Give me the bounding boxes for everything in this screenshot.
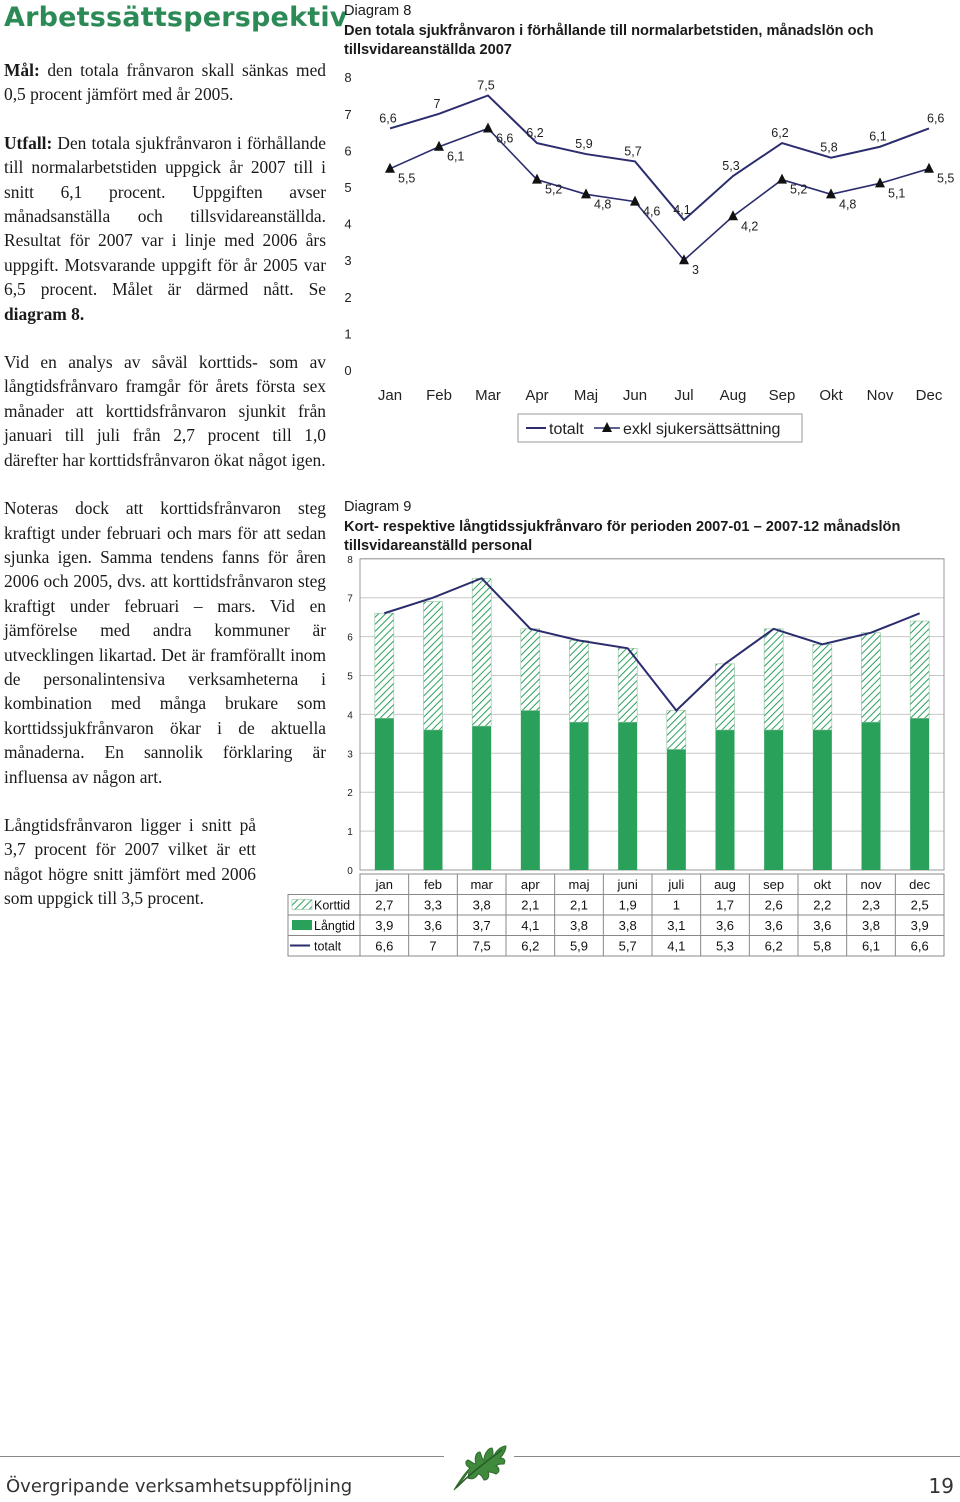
- y-tick-label: 4: [347, 710, 353, 722]
- data-label-totalt: 4,1: [673, 202, 691, 217]
- table-cell: 2,2: [813, 897, 832, 913]
- table-cell: 5,3: [715, 938, 735, 954]
- y-tick-label: 0: [347, 866, 353, 877]
- x-tick-label: Dec: [915, 387, 943, 404]
- x-tick-label: Maj: [573, 387, 599, 404]
- data-label-exkl: 5,5: [398, 171, 416, 186]
- bar-langtid: [862, 722, 881, 870]
- data-label-exkl: 4,2: [741, 219, 759, 234]
- data-label-exkl: 5,2: [545, 182, 563, 197]
- x-tick-label: juni: [617, 877, 638, 892]
- bar-langtid: [472, 726, 491, 870]
- y-tick-label: 3: [344, 253, 352, 269]
- y-tick-label: 6: [344, 143, 352, 159]
- table-cell: 6,1: [861, 938, 881, 954]
- table-cell: 1: [672, 897, 680, 913]
- table-cell: 2,1: [569, 897, 589, 913]
- data-label-totalt: 6,1: [869, 129, 887, 144]
- x-tick-label: Sep: [768, 387, 796, 404]
- table-cell: 2,3: [861, 897, 881, 913]
- y-tick-label: 2: [344, 289, 352, 305]
- x-tick-label: dec: [909, 877, 931, 892]
- short-term-paragraph: Vid en analys av såväl korttids- som av långtidsfrånvaro framgår för årets första sex månader att korttidsfrånvaron sjunkit från januari till juli från 2,7 procent till 1,0 därefter har korttidsfrånvaron ökat något igen.: [4, 352, 326, 470]
- bar-langtid: [424, 730, 443, 870]
- x-tick-label: mar: [470, 877, 493, 892]
- footer-rule-left: [0, 1456, 444, 1457]
- x-tick-label: Aug: [719, 387, 747, 404]
- bar-korttid: [667, 711, 686, 750]
- data-label-totalt: 7: [433, 96, 441, 111]
- data-label-totalt: 6,6: [379, 111, 397, 126]
- y-tick-label: 3: [347, 749, 353, 761]
- data-label-totalt: 6,2: [771, 126, 789, 141]
- x-tick-label: apr: [520, 877, 540, 892]
- table-row-label-totalt: totalt: [314, 939, 342, 954]
- bar-korttid: [910, 621, 929, 718]
- bar-korttid: [375, 613, 394, 718]
- diagram-9-caption: [344, 498, 956, 557]
- table-cell: 2,5: [910, 897, 929, 913]
- x-tick-label: jan: [375, 877, 394, 892]
- data-label-exkl: 5,2: [790, 182, 808, 197]
- legend-label-exkl: exkl sjukersättsättning: [623, 421, 781, 438]
- y-tick-label: 0: [344, 363, 352, 378]
- table-cell: 6,6: [910, 938, 929, 954]
- goal-paragraph: [4, 58, 326, 107]
- outcome-label: Utfall:: [4, 132, 53, 153]
- table-cell: 3,8: [861, 918, 881, 933]
- outcome-paragraph: [4, 131, 326, 326]
- table-cell: 3,8: [618, 918, 637, 933]
- table-cell: 7,5: [472, 938, 491, 954]
- x-tick-label: Nov: [866, 387, 894, 404]
- data-label-exkl: 4,6: [643, 204, 661, 219]
- table-row-label-korttid: Korttid: [314, 898, 351, 913]
- bar-langtid: [813, 730, 832, 870]
- table-cell: 3,8: [569, 918, 589, 933]
- bar-korttid: [618, 648, 637, 722]
- diagram-8-line-chart: [336, 62, 960, 452]
- table-cell: 5,7: [618, 938, 637, 954]
- bar-korttid: [570, 640, 589, 722]
- table-cell: 4,1: [521, 918, 540, 933]
- goal-label: Mål:: [4, 60, 40, 80]
- bar-langtid: [521, 711, 540, 870]
- marker-exkl: [924, 163, 934, 173]
- table-cell: 3,9: [375, 918, 394, 933]
- diagram-reference: diagram 8.: [4, 303, 85, 324]
- diagram-8-title: Den totala sjukfrånvaron i förhållande till normalarbetstiden, månadslön och tillsvidareanställda 2007: [344, 22, 874, 58]
- data-label-exkl: 5,5: [937, 171, 955, 186]
- bar-korttid: [813, 644, 832, 730]
- y-tick-label: 4: [344, 216, 352, 232]
- data-label-exkl: 6,1: [447, 149, 465, 164]
- marker-exkl: [777, 174, 787, 184]
- table-cell: 3,8: [472, 897, 491, 913]
- marker-exkl: [728, 210, 738, 220]
- y-tick-label: 8: [344, 70, 352, 86]
- data-label-totalt: 6,6: [927, 111, 945, 126]
- bar-langtid: [910, 718, 929, 870]
- diagram-9-title: Kort- respektive långtidssjukfrånvaro för perioden 2007-01 – 2007-12 månadslön tillsvidareanställd personal: [344, 518, 901, 554]
- goal-text: den totala frånvaron skall sänkas med 0,5 procent jämfört med år 2005.: [4, 60, 326, 105]
- long-term-paragraph: Långtidsfrånvaron ligger i snitt på 3,7 procent för 2007 vilket är ett något högre snitt jämfört med 2006 som uppgick till 3,5 procent.: [4, 814, 256, 909]
- x-tick-label: Apr: [525, 387, 549, 404]
- data-label-exkl: 3: [692, 263, 699, 278]
- data-label-totalt: 7,5: [477, 78, 495, 93]
- diagram-9-bar-chart: [284, 552, 956, 962]
- data-label-exkl: 4,8: [839, 197, 857, 212]
- footer-rule-right: [514, 1456, 960, 1457]
- table-cell: 2,7: [375, 897, 394, 913]
- data-label-exkl: 5,1: [888, 186, 906, 201]
- legend-swatch-langtid: [292, 920, 312, 930]
- x-tick-label: sep: [763, 877, 785, 892]
- x-tick-label: Feb: [426, 387, 452, 404]
- legend-label-totalt: totalt: [549, 421, 584, 438]
- table-cell: 1,7: [715, 897, 735, 913]
- bar-korttid: [764, 629, 783, 730]
- seasonal-paragraph: Noteras dock att korttidsfrånvaron steg kraftigt under februari och mars för att sedan sjunka igen. Samma tendens fanns för åren 2006 och 2005, dvs. att korttidsfrånvaron steg kraftigt under februari – mars. Vid en jämförelse med andra kommuner är utvecklingen likartad. Det är framförallt inom de personalintensiva verksamheterna i kombination med många brukare som korttidssjukfrånvaron ökar i de aktuella månaderna. En sannolik förklaring är influensa av någon art.: [4, 498, 326, 787]
- diagram-8-caption: [344, 2, 956, 61]
- legend-swatch-korttid: [292, 900, 312, 910]
- table-cell: 6,2: [764, 938, 783, 954]
- bar-korttid: [862, 633, 881, 722]
- x-tick-label: juli: [668, 877, 685, 892]
- x-tick-label: Jan: [377, 387, 403, 404]
- bar-korttid: [424, 602, 443, 730]
- data-label-totalt: 5,8: [820, 140, 838, 155]
- data-label-exkl: 4,8: [594, 197, 612, 212]
- table-cell: 3,9: [910, 918, 929, 933]
- outcome-text: Den totala sjukfrånvaron i förhållande till normalarbetstiden uppgick år 2007 till i snitt 6,1 procent. Uppgiften avser månadsanställa och tillsvidareanställda. Resultat för 2007 var i linje med 2006 års uppgift. Motsvarande uppgift för år 2005 var 6,5 procent. Målet är därmed nått. Se: [4, 132, 326, 300]
- x-tick-label: feb: [423, 877, 443, 892]
- y-tick-label: 2: [347, 788, 353, 800]
- x-tick-label: Okt: [819, 387, 843, 404]
- data-label-totalt: 5,3: [722, 159, 740, 174]
- table-cell: 6,6: [375, 938, 394, 954]
- bar-korttid: [521, 629, 540, 711]
- x-tick-label: nov: [860, 877, 882, 892]
- table-cell: 3,3: [423, 897, 443, 913]
- footer-section-title: Övergripande verksamhetsuppföljning: [6, 1476, 353, 1497]
- y-tick-label: 5: [347, 671, 353, 683]
- x-tick-label: okt: [813, 877, 832, 892]
- table-cell: 2,6: [764, 897, 783, 913]
- table-cell: 3,6: [813, 918, 832, 933]
- bar-langtid: [716, 730, 735, 870]
- series-line-exkl: [390, 128, 929, 260]
- table-cell: 3,6: [764, 918, 783, 933]
- page-heading: Arbetssättsperspektiv: [4, 2, 348, 33]
- table-cell: 7: [429, 938, 437, 954]
- y-tick-label: 1: [344, 326, 352, 342]
- x-tick-label: maj: [568, 877, 590, 892]
- oak-leaf-logo: [446, 1440, 512, 1496]
- x-tick-label: Jun: [622, 387, 648, 404]
- table-cell: 3,1: [667, 918, 686, 933]
- data-label-totalt: 5,7: [624, 144, 642, 159]
- bar-langtid: [667, 749, 686, 870]
- y-tick-label: 1: [347, 827, 353, 839]
- marker-exkl: [483, 122, 493, 132]
- data-label-exkl: 6,6: [496, 131, 514, 146]
- bar-korttid: [472, 578, 491, 726]
- y-tick-label: 6: [347, 632, 353, 644]
- page-number: 19: [928, 1474, 954, 1498]
- table-cell: 6,2: [521, 938, 540, 954]
- bar-langtid: [570, 722, 589, 870]
- bar-langtid: [618, 722, 637, 870]
- table-cell: 1,9: [618, 897, 637, 913]
- data-label-totalt: 5,9: [575, 137, 593, 152]
- table-cell: 3,6: [423, 918, 443, 933]
- table-cell: 3,7: [472, 918, 491, 933]
- table-row-label-langtid: Långtid: [314, 919, 356, 933]
- bar-korttid: [716, 664, 735, 730]
- bar-langtid: [764, 730, 783, 870]
- table-cell: 2,1: [521, 897, 540, 913]
- diagram-9-number: Diagram 9: [344, 499, 412, 515]
- bar-langtid: [375, 718, 394, 870]
- y-tick-label: 7: [347, 593, 353, 605]
- table-cell: 3,6: [715, 918, 735, 933]
- x-tick-label: Mar: [475, 387, 501, 404]
- y-tick-label: 7: [344, 106, 352, 122]
- x-tick-label: aug: [714, 877, 736, 892]
- data-label-totalt: 6,2: [526, 126, 544, 141]
- body-text: [4, 58, 326, 935]
- x-tick-label: Jul: [674, 387, 694, 404]
- diagram-8-number: Diagram 8: [344, 3, 412, 19]
- table-cell: 5,9: [569, 938, 589, 954]
- table-cell: 4,1: [667, 938, 686, 954]
- y-tick-label: 5: [344, 180, 352, 195]
- table-cell: 5,8: [813, 938, 832, 954]
- y-tick-label: 8: [347, 554, 353, 566]
